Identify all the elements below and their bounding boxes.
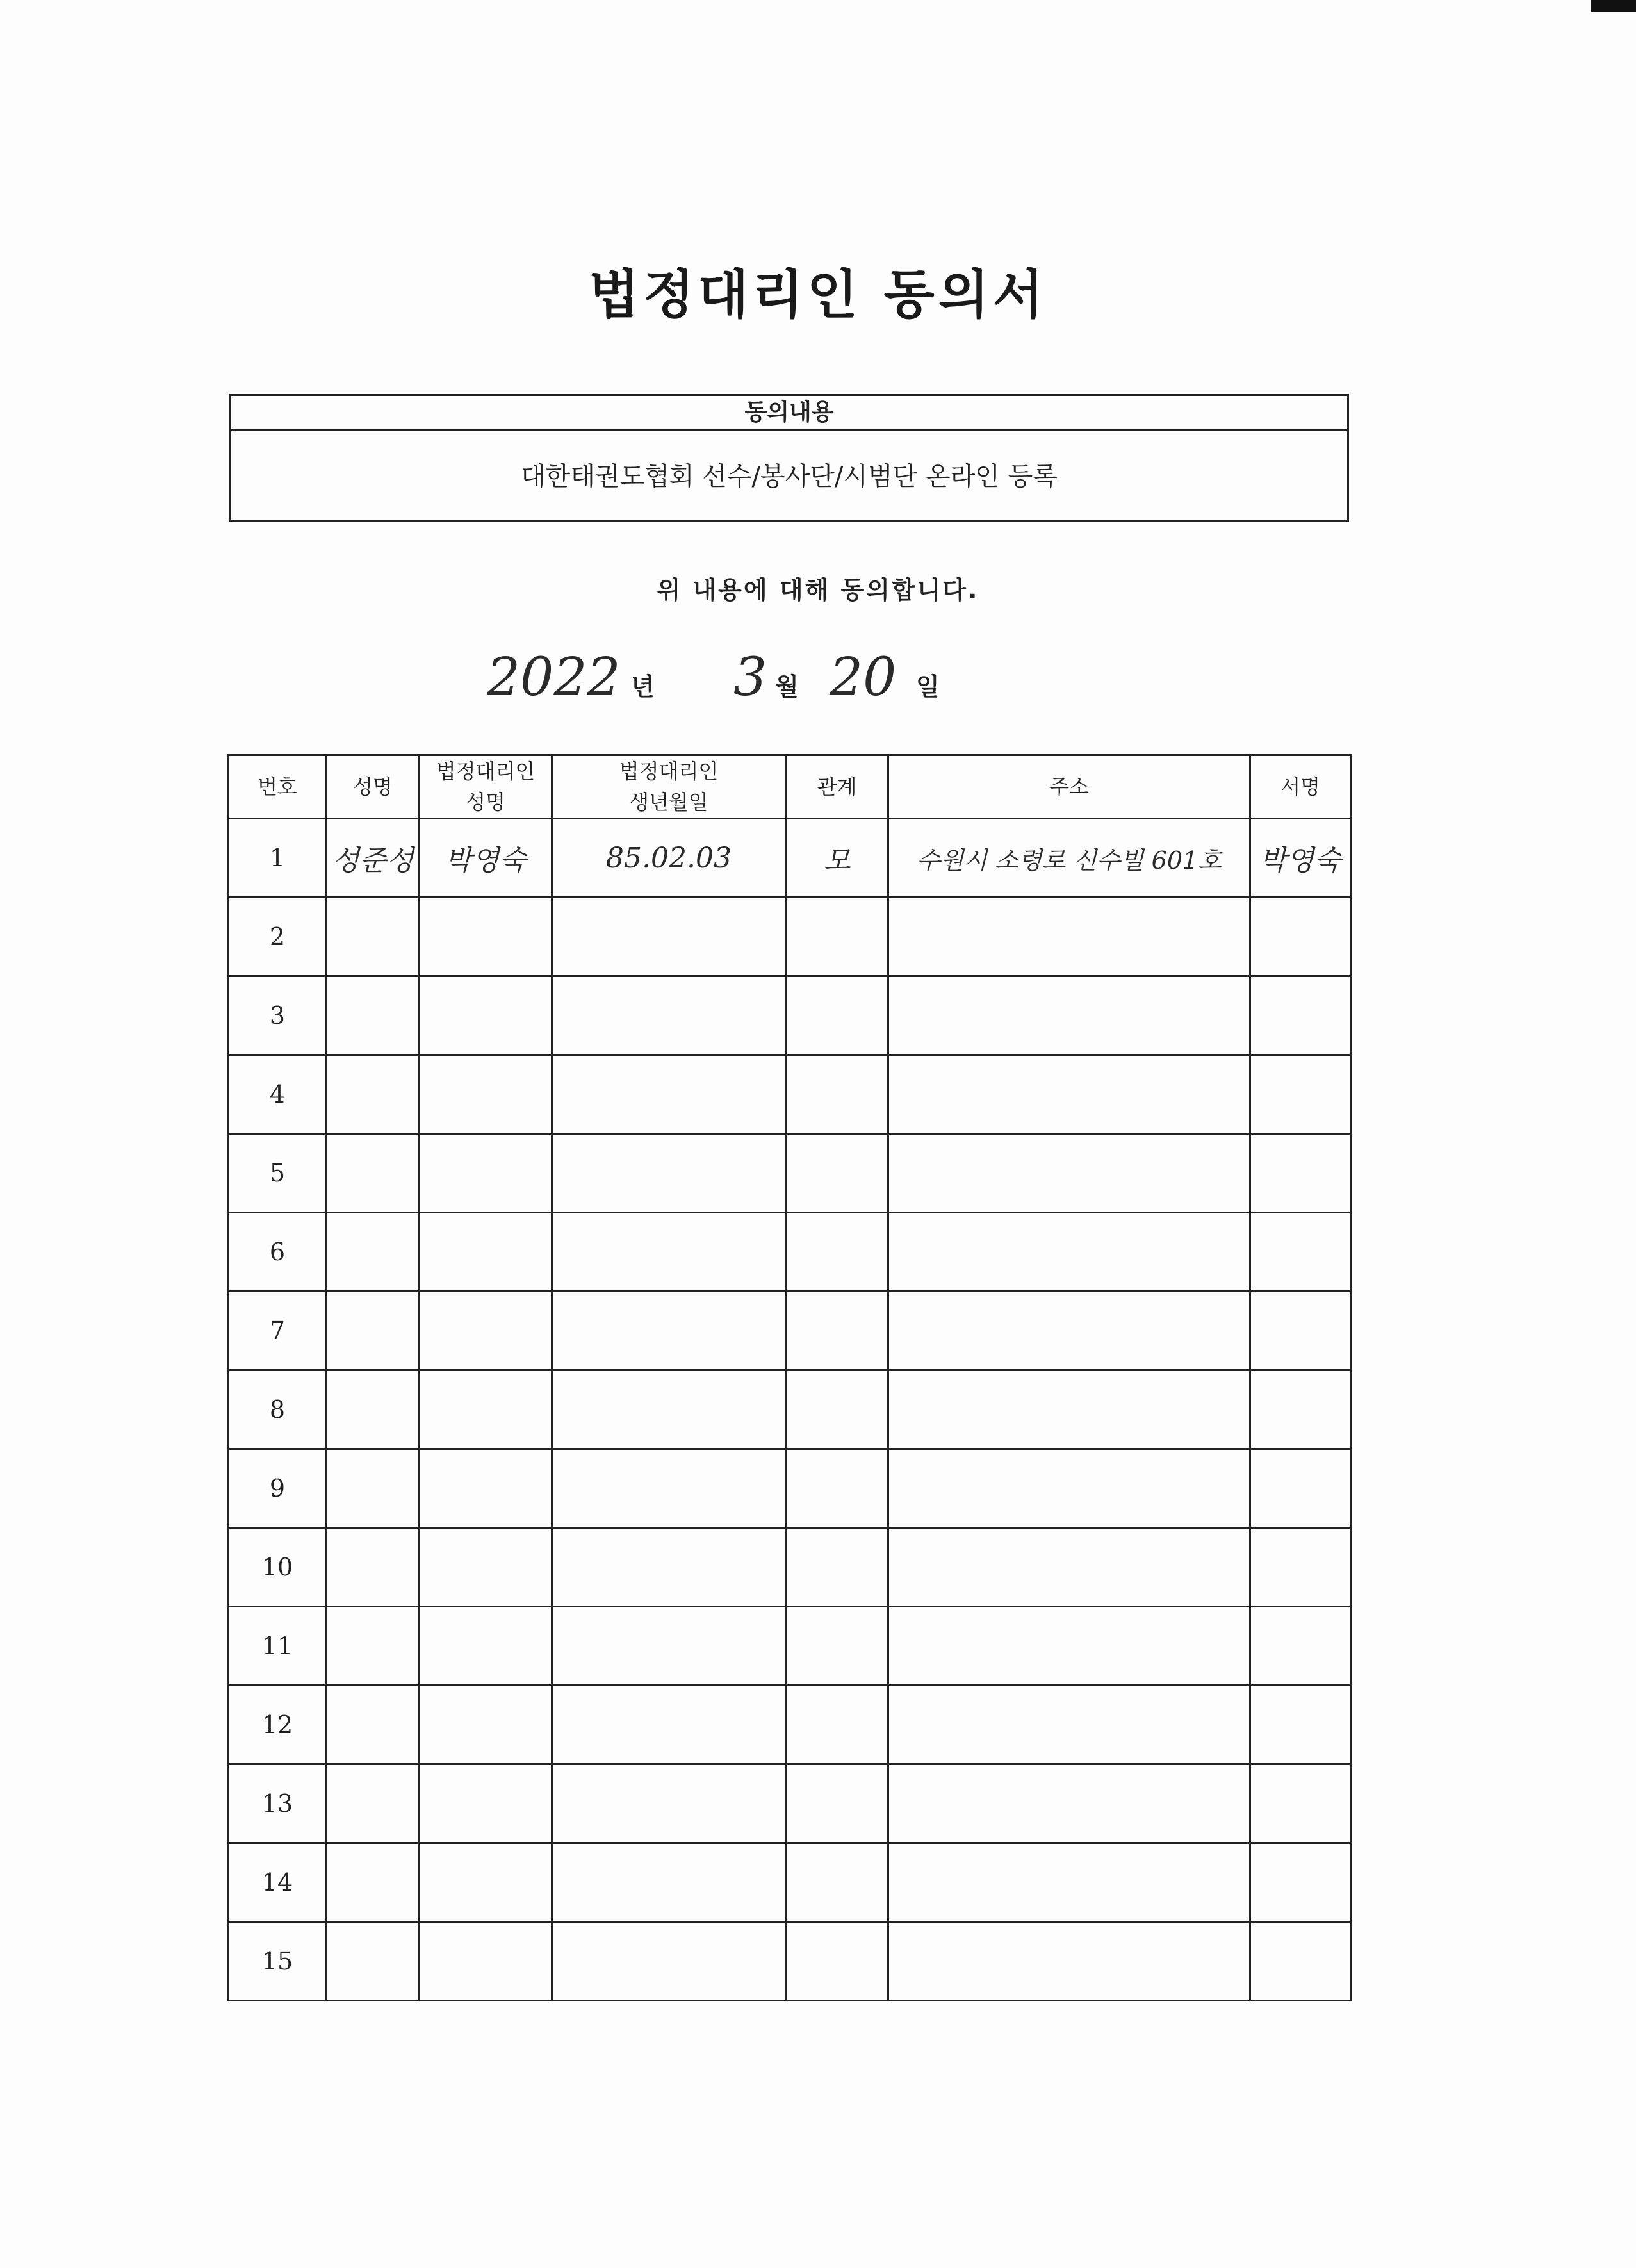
signature-cell xyxy=(1250,1134,1351,1213)
guardian-name-cell xyxy=(420,1449,552,1528)
signature-cell xyxy=(1250,1449,1351,1528)
address-cell xyxy=(888,1292,1250,1370)
address-cell xyxy=(888,1370,1250,1449)
signature-cell xyxy=(1250,1843,1351,1922)
guardian-birth-cell xyxy=(552,1370,786,1449)
guardian-birth-cell xyxy=(552,1843,786,1922)
name-cell xyxy=(327,1370,420,1449)
table-row xyxy=(229,1607,1351,1686)
table-row xyxy=(229,1292,1351,1370)
date-year-unit: 년 xyxy=(631,673,655,701)
scan-edge-mark xyxy=(1591,0,1636,12)
address-cell xyxy=(888,1055,1250,1134)
guardian-birth-cell xyxy=(552,1686,786,1764)
name-cell xyxy=(327,1607,420,1686)
row-number: 3 xyxy=(229,976,327,1055)
table-row xyxy=(229,1213,1351,1292)
relation-cell xyxy=(786,1213,888,1292)
relation-cell xyxy=(786,1607,888,1686)
table-row xyxy=(229,1055,1351,1134)
address-cell xyxy=(888,1922,1250,2001)
header-relation: 관계 xyxy=(786,755,888,819)
address-cell xyxy=(888,1686,1250,1764)
date-line xyxy=(487,644,1191,714)
guardian-birth-cell xyxy=(552,976,786,1055)
relation-cell xyxy=(786,1843,888,1922)
row-number: 12 xyxy=(229,1686,327,1764)
row-number: 5 xyxy=(229,1134,327,1213)
name-cell xyxy=(327,1213,420,1292)
signature-cell: 박영숙 xyxy=(1250,819,1351,898)
guardian-birth-cell xyxy=(552,1528,786,1607)
guardian-name-cell xyxy=(420,1528,552,1607)
name-cell xyxy=(327,1449,420,1528)
table-row xyxy=(229,819,1351,898)
table-row xyxy=(229,1449,1351,1528)
date-day: 20 xyxy=(830,647,897,708)
name-cell xyxy=(327,1843,420,1922)
guardian-birth-cell xyxy=(552,1134,786,1213)
consent-box xyxy=(229,394,1349,522)
address-cell xyxy=(888,1528,1250,1607)
signature-cell xyxy=(1250,1370,1351,1449)
guardian-consent-table xyxy=(227,754,1352,2001)
address-cell xyxy=(888,1449,1250,1528)
relation-cell xyxy=(786,1449,888,1528)
relation-cell xyxy=(786,898,888,976)
header-signature: 서명 xyxy=(1250,755,1351,819)
address-cell xyxy=(888,1764,1250,1843)
guardian-name-cell xyxy=(420,898,552,976)
row-number: 6 xyxy=(229,1213,327,1292)
date-month: 3 xyxy=(733,647,767,708)
guardian-name-cell xyxy=(420,1134,552,1213)
address-cell xyxy=(888,976,1250,1055)
consent-content: 대한태권도협회 선수/봉사단/시범단 온라인 등록 xyxy=(521,462,1058,491)
guardian-birth-cell xyxy=(552,898,786,976)
table-row xyxy=(229,1843,1351,1922)
name-cell xyxy=(327,1292,420,1370)
relation-cell xyxy=(786,1292,888,1370)
row-number: 8 xyxy=(229,1370,327,1449)
date-month-unit: 월 xyxy=(775,673,799,701)
signature-cell xyxy=(1250,1922,1351,2001)
table-row xyxy=(229,898,1351,976)
name-cell xyxy=(327,976,420,1055)
guardian-name-cell xyxy=(420,976,552,1055)
signature-cell xyxy=(1250,898,1351,976)
guardian-name-cell xyxy=(420,1292,552,1370)
relation-cell xyxy=(786,1370,888,1449)
row-number: 11 xyxy=(229,1607,327,1686)
guardian-name-cell xyxy=(420,1370,552,1449)
guardian-birth-cell: 85.02.03 xyxy=(552,819,786,898)
relation-cell: 모 xyxy=(786,819,888,898)
address-cell xyxy=(888,1607,1250,1686)
row-number: 7 xyxy=(229,1292,327,1370)
guardian-name-cell xyxy=(420,1213,552,1292)
header-guardian-birth: 법정대리인 생년월일 xyxy=(552,755,786,819)
table-row xyxy=(229,1922,1351,2001)
table-row xyxy=(229,1528,1351,1607)
guardian-birth-cell xyxy=(552,1607,786,1686)
signature-cell xyxy=(1250,976,1351,1055)
table-header-row xyxy=(229,755,1351,819)
relation-cell xyxy=(786,1134,888,1213)
name-cell xyxy=(327,1764,420,1843)
row-number: 15 xyxy=(229,1922,327,2001)
name-cell xyxy=(327,1055,420,1134)
relation-cell xyxy=(786,1686,888,1764)
date-year: 2022 xyxy=(487,647,621,708)
relation-cell xyxy=(786,1764,888,1843)
agreement-statement: 위 내용에 대해 동의합니다. xyxy=(657,576,979,604)
guardian-name-cell: 박영숙 xyxy=(420,819,552,898)
signature-cell xyxy=(1250,1213,1351,1292)
guardian-name-cell xyxy=(420,1607,552,1686)
row-number: 13 xyxy=(229,1764,327,1843)
signature-cell xyxy=(1250,1055,1351,1134)
name-cell: 성준성 xyxy=(327,819,420,898)
date-day-unit: 일 xyxy=(916,673,940,701)
address-cell: 수원시 소령로 신수빌 601호 xyxy=(888,819,1250,898)
page-title: 법정대리인 동의서 xyxy=(588,265,1048,325)
table-row xyxy=(229,1134,1351,1213)
row-number: 14 xyxy=(229,1843,327,1922)
table-row xyxy=(229,976,1351,1055)
guardian-name-cell xyxy=(420,1764,552,1843)
guardian-birth-cell xyxy=(552,1292,786,1370)
guardian-name-cell xyxy=(420,1055,552,1134)
row-number: 4 xyxy=(229,1055,327,1134)
signature-cell xyxy=(1250,1764,1351,1843)
name-cell xyxy=(327,1528,420,1607)
header-guardian-name: 법정대리인 성명 xyxy=(420,755,552,819)
consent-header: 동의내용 xyxy=(231,396,1347,431)
relation-cell xyxy=(786,976,888,1055)
table-row xyxy=(229,1764,1351,1843)
header-address: 주소 xyxy=(888,755,1250,819)
table-row xyxy=(229,1370,1351,1449)
name-cell xyxy=(327,1686,420,1764)
address-cell xyxy=(888,898,1250,976)
relation-cell xyxy=(786,1528,888,1607)
address-cell xyxy=(888,1213,1250,1292)
header-name: 성명 xyxy=(327,755,420,819)
guardian-name-cell xyxy=(420,1843,552,1922)
address-cell xyxy=(888,1843,1250,1922)
relation-cell xyxy=(786,1055,888,1134)
name-cell xyxy=(327,1922,420,2001)
signature-cell xyxy=(1250,1528,1351,1607)
guardian-birth-cell xyxy=(552,1922,786,2001)
guardian-birth-cell xyxy=(552,1764,786,1843)
address-cell xyxy=(888,1134,1250,1213)
row-number: 10 xyxy=(229,1528,327,1607)
name-cell xyxy=(327,898,420,976)
header-no: 번호 xyxy=(229,755,327,819)
guardian-name-cell xyxy=(420,1686,552,1764)
signature-cell xyxy=(1250,1292,1351,1370)
guardian-birth-cell xyxy=(552,1213,786,1292)
guardian-birth-cell xyxy=(552,1055,786,1134)
signature-cell xyxy=(1250,1686,1351,1764)
row-number: 1 xyxy=(229,819,327,898)
row-number: 2 xyxy=(229,898,327,976)
name-cell xyxy=(327,1134,420,1213)
signature-cell xyxy=(1250,1607,1351,1686)
table-row xyxy=(229,1686,1351,1764)
guardian-name-cell xyxy=(420,1922,552,2001)
relation-cell xyxy=(786,1922,888,2001)
guardian-birth-cell xyxy=(552,1449,786,1528)
row-number: 9 xyxy=(229,1449,327,1528)
